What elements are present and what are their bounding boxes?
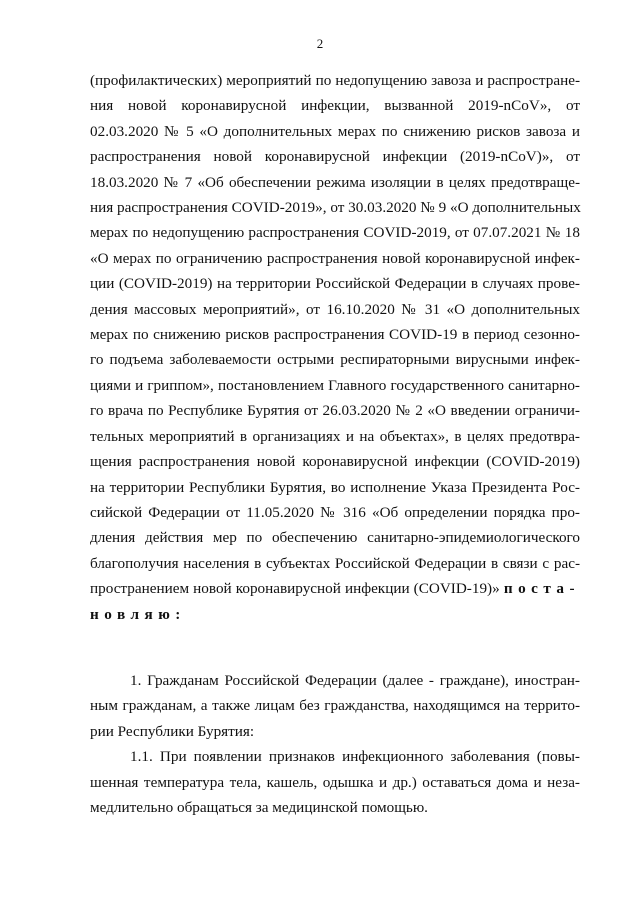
text-line: 02.03.2020 № 5 «О дополнительных мерах по снижению рисков завоза и bbox=[90, 122, 580, 140]
text-line: на территории Республики Бурятия, во исполнение Указа Президента Рос- bbox=[90, 478, 580, 496]
text-line: тельных мероприятий в организациях и на объектах», в целях предотвра- bbox=[90, 427, 580, 445]
text-line: «О мерах по ограничению распространения новой коронавирусной инфек- bbox=[90, 249, 580, 267]
text-line-resolution bbox=[90, 576, 580, 601]
text-line: ния распространения COVID-2019», от 30.03.2020 № 9 «О дополнительных bbox=[90, 199, 581, 217]
paragraph-gap bbox=[90, 627, 580, 668]
text-line: 1.1. При появлении признаков инфекционного заболевания (повы- bbox=[130, 748, 580, 766]
text-line: распространения новой коронавирусной инфекции (2019-nCoV)», от bbox=[90, 148, 580, 166]
text-line: медлительно обращаться за медицинской помощью. bbox=[90, 798, 428, 816]
text-line: сийской Федерации от 11.05.2020 № 316 «Об определении порядка про- bbox=[90, 503, 580, 521]
text-line: ным гражданам, а также лицам без гражданства, находящимся на террито- bbox=[90, 697, 580, 715]
resolution-word-end: новляю: bbox=[90, 605, 186, 623]
text-line: 1. Гражданам Российской Федерации (далее - граждане), иностран- bbox=[130, 671, 580, 689]
text-line: благополучия населения в субъектах Российской Федерации в связи с рас- bbox=[90, 554, 580, 572]
text-line: мерах по снижению рисков распространения COVID-19 в период сезонно- bbox=[90, 326, 580, 344]
text-line: дления действия мер по обеспечению санитарно-эпидемиологического bbox=[90, 529, 580, 547]
text-line: рии Республики Бурятия: bbox=[90, 722, 255, 740]
document-body bbox=[90, 68, 580, 820]
text-line: (профилактических) мероприятий по недопущению завоза и распростране- bbox=[90, 72, 580, 89]
text-line: шенная температура тела, кашель, одышка и др.) оставаться дома и неза- bbox=[90, 773, 580, 791]
paragraph-preamble bbox=[90, 68, 580, 627]
text-line: щения распространения новой коронавирусной инфекции (COVID-2019) bbox=[90, 453, 580, 471]
resolution-word-start: постa- bbox=[503, 580, 581, 598]
paragraph-item-1-1 bbox=[90, 744, 580, 820]
text-line: дения массовых мероприятий», от 16.10.2020 № 31 «О дополнительных bbox=[90, 300, 580, 318]
text-line: циями и гриппом», постановлением Главного государственного санитарно- bbox=[90, 376, 580, 394]
text-line: мерах по недопущению распространения COVID-2019, от 07.07.2021 № 18 bbox=[90, 224, 580, 242]
text-fragment: пространением новой коронавирусной инфекции (COVID-19)» bbox=[90, 580, 500, 598]
text-line: го врача по Республике Бурятия от 26.03.2020 № 2 «О введении ограничи- bbox=[90, 402, 580, 420]
text-line: 18.03.2020 № 7 «Об обеспечении режима изоляции в целях предотвраще- bbox=[90, 173, 580, 191]
page-number: 2 bbox=[316, 36, 324, 51]
text-line: ния новой коронавирусной инфекции, вызванной 2019-nCoV», от bbox=[90, 97, 580, 115]
paragraph-item-1 bbox=[90, 668, 580, 744]
text-line: ции (COVID-2019) на территории Российской Федерации в случаях прове- bbox=[90, 275, 580, 293]
text-line: го подъема заболеваемости острыми респираторными вирусными инфек- bbox=[90, 351, 580, 369]
